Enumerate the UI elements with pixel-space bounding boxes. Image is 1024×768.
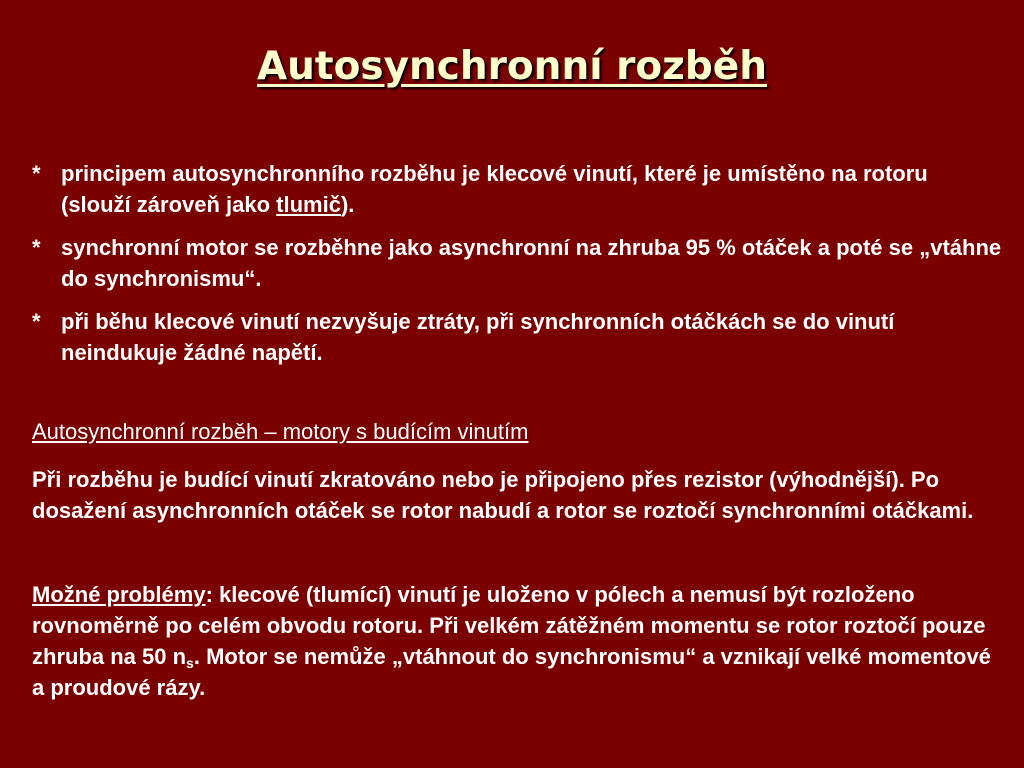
bullet-marker: *: [32, 309, 41, 334]
underlined-term: tlumič: [276, 192, 341, 217]
bullet-list: [32, 158, 1002, 380]
problems-text: . Motor se nemůže „vtáhnout do synchronismu“ a vznikají velké momentové a proudové rázy.: [32, 644, 991, 700]
bullet-marker: *: [32, 235, 41, 260]
bullet-item: [32, 306, 1002, 368]
bullet-marker: *: [32, 161, 41, 186]
section-heading-block: [32, 416, 1007, 447]
bullet-text-part: ).: [340, 192, 355, 217]
problems-label: Možné problémy: [32, 582, 206, 607]
bullet-item: [32, 158, 1002, 220]
section-heading: Autosynchronní rozběh – motory s budícím vinutím: [32, 419, 529, 444]
section-paragraph: Při rozběhu je budící vinutí zkratováno nebo je připojeno přes rezistor (výhodnější). Po dosažení asynchronních otáček se rotor nabudí a rotor se roztočí synchronními otáčkami.: [32, 467, 974, 523]
problems-paragraph: [32, 579, 1007, 703]
slide-title: Autosynchronní rozběh: [256, 44, 768, 89]
problems-text: : klecové (tlumící) vinutí je uloženo v pólech a nemusí být rozloženo rovnoměrně po celém obvodu rotoru. Při velkém zátěžném momentu se rotor roztočí pouze zhruba na 50 n: [32, 582, 986, 669]
bullet-text: [61, 158, 1002, 220]
bullet-item: [32, 232, 1002, 294]
bullet-text: synchronní motor se rozběhne jako asynchronní na zhruba 95 % otáček a poté se „vtáhne do synchronismu“.: [61, 235, 1002, 291]
bullet-text-part: principem autosynchronního rozběhu je klecové vinutí, které je umístěno na rotoru (slouží zároveň jako: [61, 161, 928, 217]
bullet-text: při běhu klecové vinutí nezvyšuje ztráty, při synchronních otáčkách se do vinutí neindukuje žádné napětí.: [61, 309, 895, 365]
subscript: s: [186, 655, 194, 671]
